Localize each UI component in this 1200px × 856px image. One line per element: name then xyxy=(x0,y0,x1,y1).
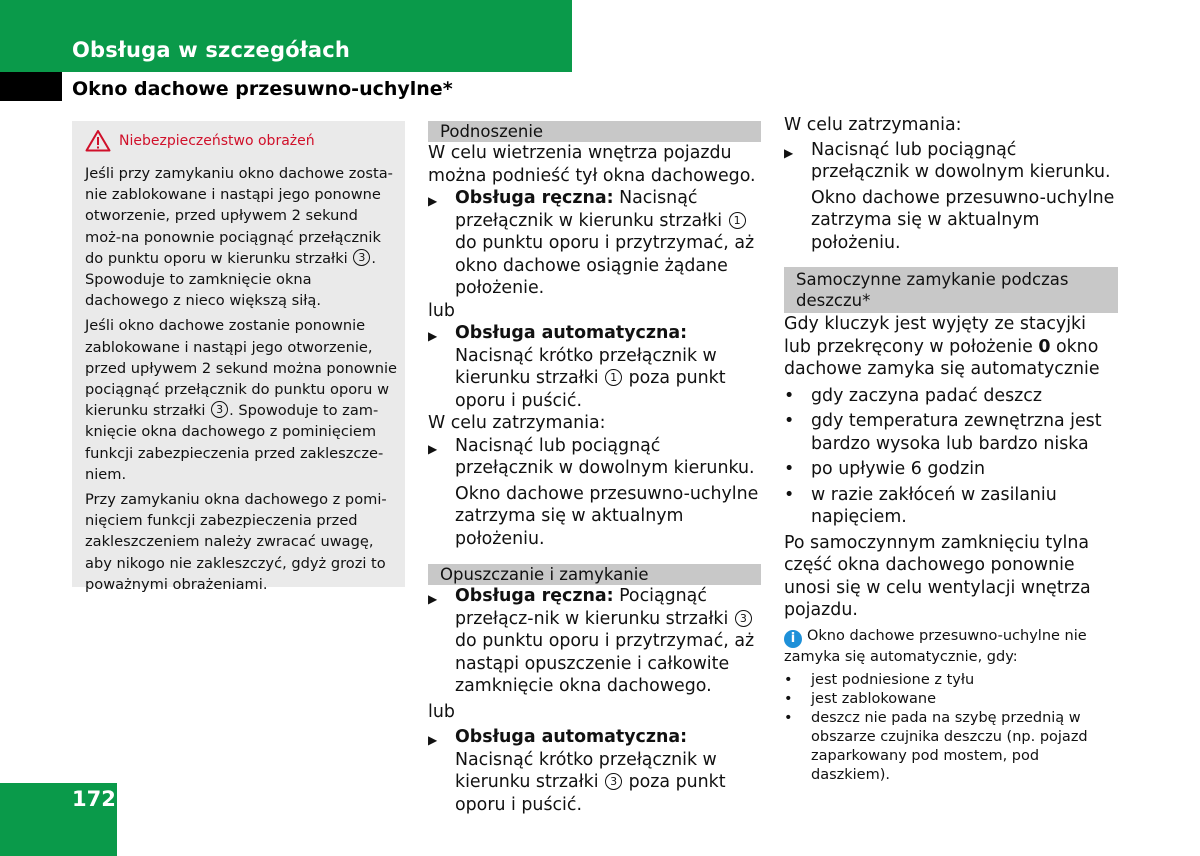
step-arrow-icon: ▶ xyxy=(428,733,438,747)
chapter-title: Obsługa w szczegółach xyxy=(72,38,351,62)
list-item: • jest zablokowane xyxy=(784,690,937,707)
step-arrow-icon: ▶ xyxy=(428,329,438,343)
info-note: i Okno dachowe przesuwno-uchylne nie zamyka się automatycznie, gdy: xyxy=(784,627,1087,665)
warning-heading xyxy=(85,129,315,152)
section-title: Okno dachowe przesuwno-uchylne* xyxy=(72,78,453,100)
section-heading: Podnoszenie xyxy=(428,121,761,142)
paragraph: W celu wietrzenia wnętrza pojazdu można podnieść tył okna dachowego. xyxy=(428,143,756,186)
step: ▶ Obsługa automatyczna: Nacisnąć krótko przełącznik w kierunku strzałki 1 poza punkt oporu i puścić. xyxy=(428,323,726,411)
warning-paragraph: Jeśli przy zamykaniu okno dachowe zosta-nie zablokowane i nastąpi jego ponowne otworzenie, przed upływem 2 sekund moż-na ponownie pociągnąć przełącznik do punktu oporu w kierunku strzałki 3 . Spowoduje to zamknięcie okna dachowego z nieco większą siłą. xyxy=(85,165,393,310)
section-heading: Samoczynne zamykanie podczas deszczu* xyxy=(784,267,1118,313)
paragraph: W celu zatrzymania: xyxy=(428,413,606,433)
info-icon: i xyxy=(784,630,802,648)
warning-box xyxy=(72,121,405,593)
warning-paragraph: Jeśli okno dachowe zostanie ponownie zablokowane i nastąpi jego otworzenie, przed upływem 2 sekund można ponownie pociągnąć przełącznik do punktu oporu w kierunku strzałki 3 . Spowoduje to zam-knięcie okna dachowego z pominięciem funkcji zabezpieczenia przed zakleszcze-niem. xyxy=(85,317,398,483)
warning-paragraph: Przy zamykaniu okna dachowego z pomi-nięciem funkcji zabezpieczenia przed zakleszczeniem należy zwracać uwagę, aby nikogo nie zakleszczyć, gdyż grozi to poważnymi obrażeniami. xyxy=(85,491,387,593)
step: ▶ Nacisnąć lub pociągnąć przełącznik w dowolnym kierunku. xyxy=(784,139,1111,182)
list-item: • w razie zakłóceń w zasilaniu napięciem. xyxy=(784,484,1057,527)
arrow-number: 3 xyxy=(353,249,370,266)
list-item: • po upływie 6 godzin xyxy=(784,459,986,479)
section-heading: Opuszczanie i zamykanie xyxy=(428,564,761,585)
column-right xyxy=(784,114,1118,785)
list-item: • jest podniesione z tyłu xyxy=(784,671,975,688)
paragraph: lub xyxy=(428,701,455,722)
paragraph: lub xyxy=(428,300,455,321)
warning-body xyxy=(85,163,397,599)
step: ▶ Obsługa ręczna: Nacisnąć przełącznik w kierunku strzałki 1 do punktu oporu i przytrzymać, aż okno dachowe osiągnie żądane położenie. xyxy=(428,188,755,298)
step: ▶ Obsługa automatyczna: Nacisnąć krótko przełącznik w kierunku strzałki 3 poza punkt oporu i puścić. xyxy=(428,727,726,815)
list-item: • gdy zaczyna padać deszcz xyxy=(784,385,1042,406)
column-middle xyxy=(428,121,761,816)
step-arrow-icon: ▶ xyxy=(428,441,438,456)
header-marker xyxy=(0,72,62,101)
step-result: Okno dachowe przesuwno-uchylne zatrzyma się w aktualnym położeniu. xyxy=(811,187,1115,253)
list-item: • gdy temperatura zewnętrzna jest bardzo wysoka lub bardzo niska xyxy=(784,411,1102,454)
page-number-box xyxy=(0,783,117,856)
list-item: • deszcz nie pada na szybę przednią w obszarze czujnika deszczu (np. pojazd zaparkowany pod mostem, pod daszkiem). xyxy=(784,709,1088,783)
warning-triangle-icon xyxy=(85,129,111,152)
warning-heading-text: Niebezpieczeństwo obrażeń xyxy=(119,132,315,149)
step-arrow-icon: ▶ xyxy=(784,145,794,160)
paragraph: Gdy kluczyk jest wyjęty ze stacyjki lub przekręcony w położenie 0 okno dachowe zamyka się automatycznie xyxy=(784,314,1100,379)
page-number: 172 xyxy=(72,787,116,811)
paragraph: W celu zatrzymania: xyxy=(784,115,962,135)
step-result: Okno dachowe przesuwno-uchylne zatrzyma się w aktualnym położeniu. xyxy=(455,483,759,549)
step-arrow-icon: ▶ xyxy=(428,592,438,606)
step-arrow-icon: ▶ xyxy=(428,194,438,208)
paragraph: Po samoczynnym zamknięciu tylna część okna dachowego ponownie unosi się w celu wentylacji wnętrza pojazdu. xyxy=(784,532,1091,620)
arrow-number: 3 xyxy=(211,401,228,418)
step: ▶ Obsługa ręczna: Pociągnąć przełącz-nik w kierunku strzałki 3 do punktu oporu i przytrzymać, aż nastąpi opuszczenie i całkowite zamknięcie okna dachowego. xyxy=(428,586,755,696)
step: ▶ Nacisnąć lub pociągnąć przełącznik w dowolnym kierunku. xyxy=(428,435,755,478)
